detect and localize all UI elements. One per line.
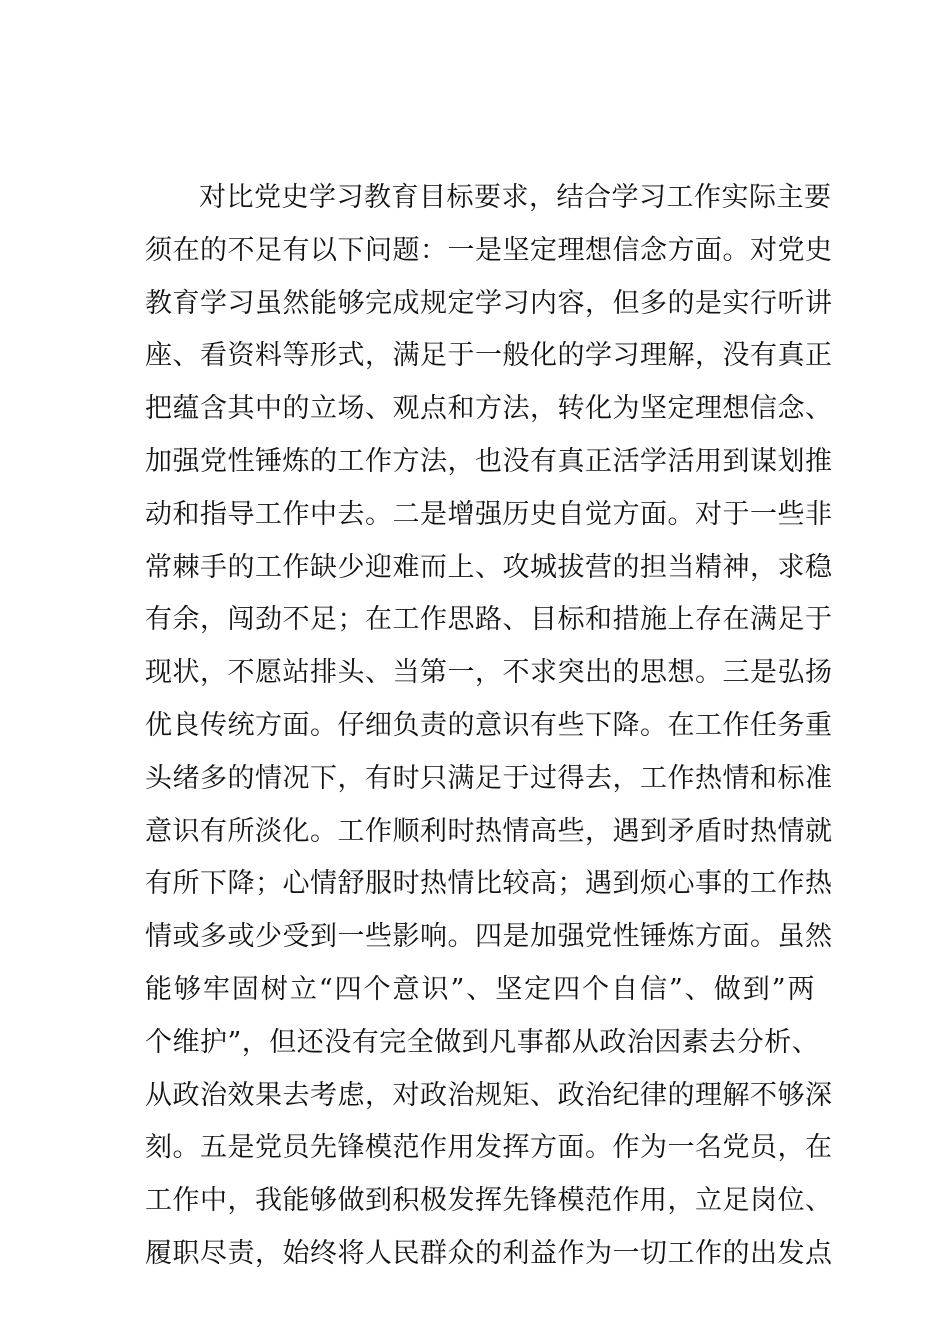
paragraph-line: 刻。五是党员先锋模范作用发挥方面。作为一名党员，在 [145, 1132, 833, 1164]
paragraph-line: 头绪多的情况下，有时只满足于过得去，工作热情和标准 [145, 762, 833, 794]
paragraph-line: 动和指导工作中去。二是增强历史自觉方面。对于一些非 [145, 498, 833, 530]
paragraph-line: 对比党史学习教育目标要求，结合学习工作实际主要 [199, 182, 832, 213]
paragraph-line: 情或多或少受到一些影响。四是加强党性锤炼方面。虽然 [145, 921, 833, 953]
body-paragraph [145, 172, 833, 1281]
paragraph-line: 现状，不愿站排头、当第一，不求突出的思想。三是弘扬 [145, 657, 833, 689]
paragraph-line: 有余，闯劲不足；在工作思路、目标和措施上存在满足于 [145, 604, 833, 636]
paragraph-line: 意识有所淡化。工作顺利时热情高些，遇到矛盾时热情就 [145, 815, 833, 847]
paragraph-line: 教育学习虽然能够完成规定学习内容，但多的是实行听讲 [145, 287, 833, 319]
paragraph-line: 能够牢固树立“四个意识”、坚定四个自信”、做到”两 [145, 973, 815, 1005]
paragraph-line: 有所下降；心情舒服时热情比较高；遇到烦心事的工作热 [145, 868, 833, 900]
paragraph-line: 座、看资料等形式，满足于一般化的学习理解，没有真正 [145, 340, 833, 372]
paragraph-line: 把蕴含其中的立场、观点和方法，转化为坚定理想信念、 [145, 393, 833, 425]
paragraph-line: 优良传统方面。仔细负责的意识有些下降。在工作任务重 [145, 709, 833, 741]
paragraph-line: 个维护”，但还没有完全做到凡事都从政治因素去分析、 [145, 1026, 820, 1058]
paragraph-line: 工作中，我能够做到积极发挥先锋模范作用，立足岗位、 [145, 1185, 833, 1217]
paragraph-line: 从政治效果去考虑，对政治规矩、政治纪律的理解不够深 [145, 1079, 833, 1111]
paragraph-line: 常棘手的工作缺少迎难而上、攻城拔营的担当精神，求稳 [145, 551, 833, 583]
paragraph-line: 加强党性锤炼的工作方法，也没有真正活学活用到谋划推 [145, 445, 833, 477]
paragraph-line: 须在的不足有以下问题：一是坚定理想信念方面。对党史 [145, 234, 833, 266]
paragraph-line: 履职尽责，始终将人民群众的利益作为一切工作的出发点 [145, 1237, 833, 1269]
